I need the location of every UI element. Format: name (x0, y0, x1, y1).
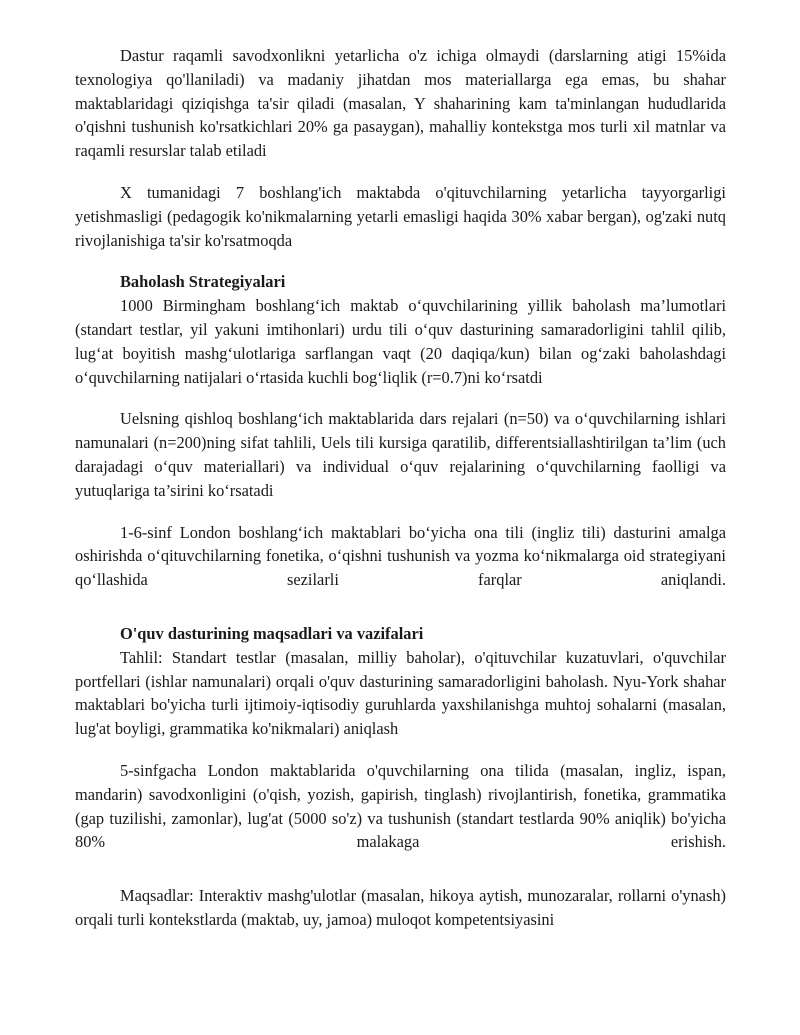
paragraph-objectives: Maqsadlar: Interaktiv mashg'ulotlar (masalan, hikoya aytish, munozaralar, rollarni o'ynash) orqali turli kontekstlarda (maktab, uy, jamoa) muloqot kompetentsiyasini (75, 886, 726, 929)
paragraph-analysis: Tahlil: Standart testlar (masalan, milliy baholar), o'qituvchilar kuzatuvlari, o'quvchilar portfellari (ishlar namunalari) orqali o'quv dasturining samaradorligini baholash. Nyu-York shahar maktablari bo'yicha turli ijtimoiy-iqtisodiy guruhlarda yaxshilanishga muhtoj sohalarni (masalan, lug'at boyligi, grammatika ko'nikmalari) aniqlash (75, 647, 726, 739)
paragraph-london-literacy: 5-sinfgacha London maktablarida o'quvchilarning ona tilida (masalan, ingliz, ispan, mandarin) savodxonligini (o'qish, yozish, gapirish, tinglash) rivojlantirish, fonetika, grammatika (gap tuzilishi, zamonlar), lug'at (5000 so'z) va tushunish (standart testlarda 90% aniqlik) bo'yicha 80% malakaga erishish. (75, 760, 726, 852)
paragraph-wales: Uelsning qishloq boshlang‘ich maktablarida dars rejalari (n=50) va o‘quvchilarning ishlari namunalari (n=200)ning sifat tahlili, Uels tili kursiga qaratilib, differentsiallashtirilgan ta’lim (uch darajadagi o‘quv materiallari) va individual o‘quv rejalarining o‘quvchilarning faolligi va yutuqlariga ta’sirini ko‘rsatadi (75, 409, 726, 500)
paragraph-birmingham: 1000 Birmingham boshlang‘ich maktab o‘quvchilarining yillik baholash ma’lumotlari (standart testlar, yil yakuni imtihonlari) urdu tili o‘quv dasturining samaradorligini tahlil qilib, lug‘at boyitish mashg‘ulotlariga sarflangan vaqt (20 daqiqa/kun) bilan og‘zaki baholashdagi o‘quvchilarning natijalari o‘rtasida kuchli bog‘liqlik (r=0.7)ni ko‘rsatdi (75, 296, 726, 387)
heading-assessment-strategies: Baholash Strategiyalari (120, 272, 286, 292)
paragraph-digital-literacy: Dastur raqamli savodxonlikni yetarlicha o'z ichiga olmaydi (darslarning atigi 15%ida texnologiya qo'llaniladi) va madaniy jihatdan mos materiallarga ega emas, bu shahar maktablaridagi qiziqishga ta'sir qiladi (masalan, Y shaharining kam ta'minlangan hududlarida o'qishni tushunish ko'rsatkichlari 20% ga pasaygan), mahalliy kontekstga mos turli xil matnlar va raqamli resurslar talab etiladi (75, 46, 726, 161)
paragraph-teacher-preparation: X tumanidagi 7 boshlang'ich maktabda o'qituvchilarning yetarlicha tayyorgarligi yetishmasligi (pedagogik ko'nikmalarning yetarli emasligi haqida 30% xabar bergan), og'zaki nutq rivojlanishiga ta'sir ko'rsatmoqda (75, 182, 726, 250)
heading-curriculum-goals: O'quv dasturining maqsadlari va vazifalari (120, 623, 424, 643)
document-page (75, 44, 726, 932)
paragraph-london-grades: 1-6-sinf London boshlang‘ich maktablari bo‘yicha ona tili (ingliz tili) dasturini amalga oshirishda o‘qituvchilarning fonetika, o‘qishni tushunish va yozma ko‘nikmalarga oid strategiyani qo‘llashida sezilarli farqlar aniqlandi. (75, 522, 726, 590)
